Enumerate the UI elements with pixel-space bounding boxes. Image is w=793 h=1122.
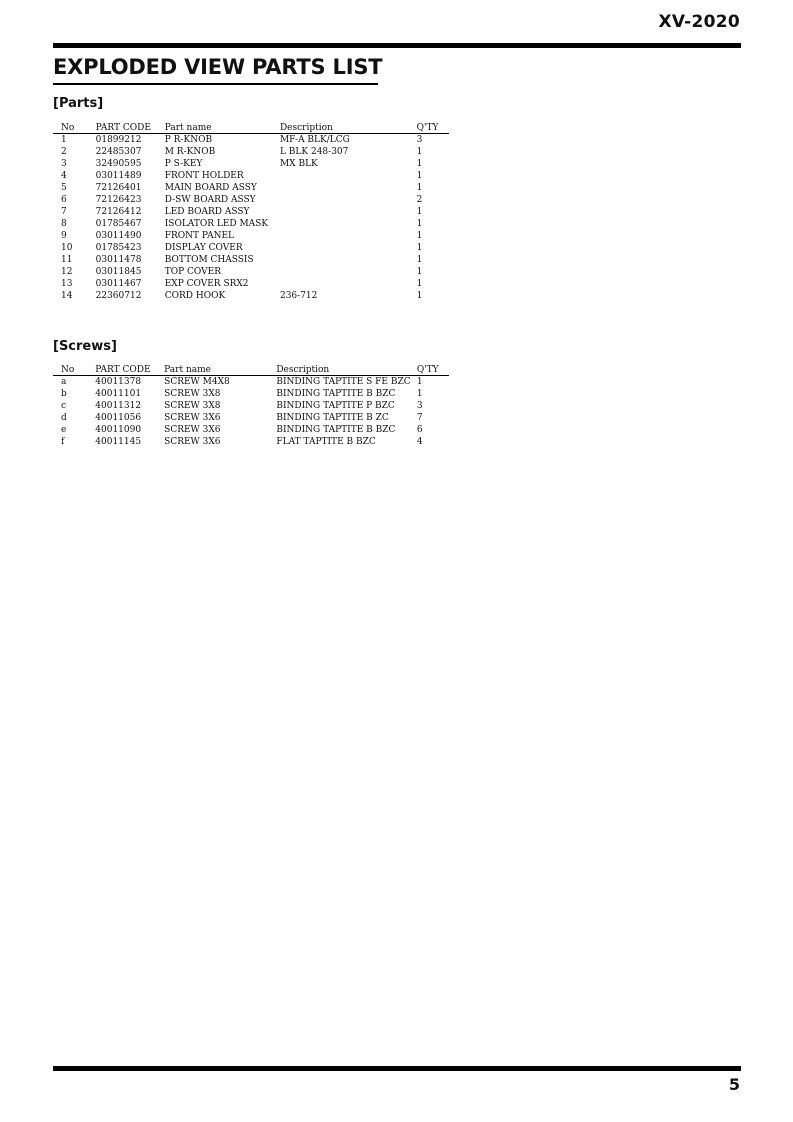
table-row: [53, 376, 449, 389]
cell-no: 3: [61, 159, 67, 169]
cell-part-code: 01785423: [95, 243, 142, 253]
cell-part-code: 32490595: [95, 159, 142, 169]
table-row: [53, 158, 449, 170]
table-row: [53, 146, 449, 158]
cell-part-name: CORD HOOK: [164, 291, 226, 301]
cell-no: 6: [61, 195, 67, 205]
cell-description: FLAT TAPTITE B BZC: [276, 437, 376, 447]
cell-qty: 4: [416, 437, 423, 447]
page-number: 5: [728, 1075, 740, 1094]
column-header-part-code: PART CODE: [96, 122, 165, 134]
cell-qty: 1: [416, 207, 423, 217]
parts-table: [53, 122, 449, 302]
cell-description: [280, 254, 417, 266]
table-row: [53, 218, 449, 230]
cell-part-name: EXP COVER SRX2: [164, 279, 249, 289]
cell-qty: 1: [416, 159, 423, 169]
cell-description: [280, 206, 417, 218]
cell-no: 9: [61, 231, 67, 241]
table-row: [53, 206, 449, 218]
table-row: [53, 424, 449, 436]
cell-qty: 1: [416, 171, 423, 181]
cell-part-code: 40011378: [95, 377, 142, 387]
cell-part-code: 72126423: [95, 195, 142, 205]
column-header-qty: Q'TY: [417, 364, 449, 376]
cell-qty: 6: [416, 425, 423, 435]
column-header-no: No: [53, 364, 95, 376]
cell-description: [280, 278, 417, 290]
cell-part-name: MAIN BOARD ASSY: [164, 183, 257, 193]
cell-no: 2: [61, 147, 67, 157]
cell-description: BINDING TAPTITE P BZC: [276, 401, 395, 411]
column-header-part-name: Part name: [165, 122, 280, 134]
cell-qty: 1: [416, 231, 423, 241]
cell-part-name: FRONT HOLDER: [164, 171, 244, 181]
cell-description: [280, 242, 417, 254]
cell-part-code: 03011478: [95, 255, 142, 265]
cell-qty: 1: [416, 243, 423, 253]
cell-qty: 1: [416, 183, 423, 193]
cell-part-name: DISPLAY COVER: [164, 243, 243, 253]
cell-description: [280, 182, 417, 194]
table-row: [53, 194, 449, 206]
cell-qty: 7: [416, 413, 423, 423]
cell-qty: 1: [416, 267, 423, 277]
cell-part-code: 01899212: [95, 135, 142, 145]
cell-part-name: SCREW 3X6: [164, 413, 221, 423]
table-row: [53, 134, 449, 147]
cell-no: f: [61, 437, 65, 447]
cell-qty: 1: [416, 389, 423, 399]
cell-qty: 1: [416, 377, 423, 387]
cell-part-code: 22485307: [95, 147, 142, 157]
cell-part-name: SCREW 3X8: [164, 389, 221, 399]
cell-part-code: 03011490: [95, 231, 142, 241]
column-header-description: Description: [276, 364, 416, 376]
cell-description: BINDING TAPTITE S FE BZC: [276, 377, 411, 387]
table-row: [53, 242, 449, 254]
column-header-description: Description: [280, 122, 417, 134]
cell-description: BINDING TAPTITE B ZC: [276, 413, 389, 423]
cell-part-name: BOTTOM CHASSIS: [164, 255, 254, 265]
table-row: [53, 412, 449, 424]
cell-no: c: [61, 401, 67, 411]
cell-description: [280, 218, 417, 230]
cell-description: 236-712: [279, 291, 318, 301]
table-row: [53, 254, 449, 266]
table-row: [53, 400, 449, 412]
cell-description: MF-A BLK/LCG: [279, 135, 350, 145]
cell-qty: 1: [416, 219, 423, 229]
cell-part-code: 22360712: [95, 291, 142, 301]
header-rule: [53, 43, 741, 48]
cell-no: 13: [61, 279, 73, 289]
cell-qty: 3: [416, 401, 423, 411]
cell-description: [280, 170, 417, 182]
cell-part-name: SCREW 3X6: [164, 437, 221, 447]
cell-part-name: TOP COVER: [164, 267, 221, 277]
cell-part-name: P S-KEY: [164, 159, 203, 169]
cell-no: e: [61, 425, 67, 435]
column-header-part-name: Part name: [164, 364, 276, 376]
column-header-qty: Q'TY: [417, 122, 449, 134]
table-row: [53, 290, 449, 302]
cell-description: BINDING TAPTITE B BZC: [276, 389, 396, 399]
table-row: [53, 278, 449, 290]
screws-heading: [Screws]: [53, 339, 117, 354]
table-row: [53, 230, 449, 242]
cell-part-code: 03011489: [95, 171, 142, 181]
cell-part-name: D-SW BOARD ASSY: [164, 195, 256, 205]
cell-part-name: FRONT PANEL: [164, 231, 235, 241]
table-row: [53, 266, 449, 278]
cell-qty: 3: [416, 135, 423, 145]
table-row: [53, 182, 449, 194]
table-row: [53, 170, 449, 182]
cell-part-code: 72126401: [95, 183, 142, 193]
cell-part-code: 40011090: [95, 425, 142, 435]
cell-qty: 1: [416, 291, 423, 301]
parts-rows: [53, 134, 449, 303]
cell-part-name: M R-KNOB: [164, 147, 216, 157]
cell-description: [280, 194, 417, 206]
cell-qty: 1: [416, 147, 423, 157]
cell-description: MX BLK: [279, 159, 318, 169]
cell-part-name: SCREW 3X8: [164, 401, 221, 411]
cell-part-code: 72126412: [95, 207, 142, 217]
cell-no: 12: [61, 267, 73, 277]
cell-no: 8: [61, 219, 67, 229]
screws-table: [53, 364, 449, 448]
cell-description: [280, 266, 417, 278]
cell-no: a: [61, 377, 67, 387]
cell-part-name: P R-KNOB: [164, 135, 213, 145]
column-header-part-code: PART CODE: [95, 364, 164, 376]
cell-no: 10: [61, 243, 73, 253]
cell-no: 5: [61, 183, 67, 193]
cell-part-code: 03011467: [95, 279, 142, 289]
cell-no: d: [61, 413, 67, 423]
cell-part-name: ISOLATOR LED MASK: [164, 219, 269, 229]
cell-part-name: SCREW 3X6: [164, 425, 221, 435]
cell-qty: 1: [416, 255, 423, 265]
parts-heading: [Parts]: [53, 96, 104, 111]
model-name: XV-2020: [658, 12, 740, 32]
screws-rows: [53, 376, 449, 449]
cell-no: 7: [61, 207, 67, 217]
cell-no: 1: [61, 135, 67, 145]
cell-qty: 2: [416, 195, 423, 205]
cell-qty: 1: [416, 279, 423, 289]
page-title: EXPLODED VIEW PARTS LIST: [53, 55, 383, 79]
table-row: [53, 436, 449, 448]
screws-header-row: [53, 364, 449, 376]
footer-rule: [53, 1066, 741, 1071]
cell-no: 14: [61, 291, 73, 301]
title-underline: [53, 83, 378, 85]
cell-part-code: 40011145: [95, 437, 142, 447]
cell-part-code: 40011312: [95, 401, 142, 411]
cell-part-code: 40011101: [95, 389, 142, 399]
cell-description: BINDING TAPTITE B BZC: [276, 425, 396, 435]
cell-description: [280, 230, 417, 242]
cell-part-code: 01785467: [95, 219, 142, 229]
cell-part-code: 03011845: [95, 267, 142, 277]
cell-description: L BLK 248-307: [279, 147, 349, 157]
cell-part-name: LED BOARD ASSY: [164, 207, 250, 217]
cell-part-code: 40011056: [95, 413, 142, 423]
cell-no: 4: [61, 171, 67, 181]
table-row: [53, 388, 449, 400]
column-header-no: No: [53, 122, 96, 134]
cell-no: 11: [61, 255, 73, 265]
cell-part-name: SCREW M4X8: [164, 377, 230, 387]
cell-no: b: [61, 389, 67, 399]
parts-header-row: [53, 122, 449, 134]
